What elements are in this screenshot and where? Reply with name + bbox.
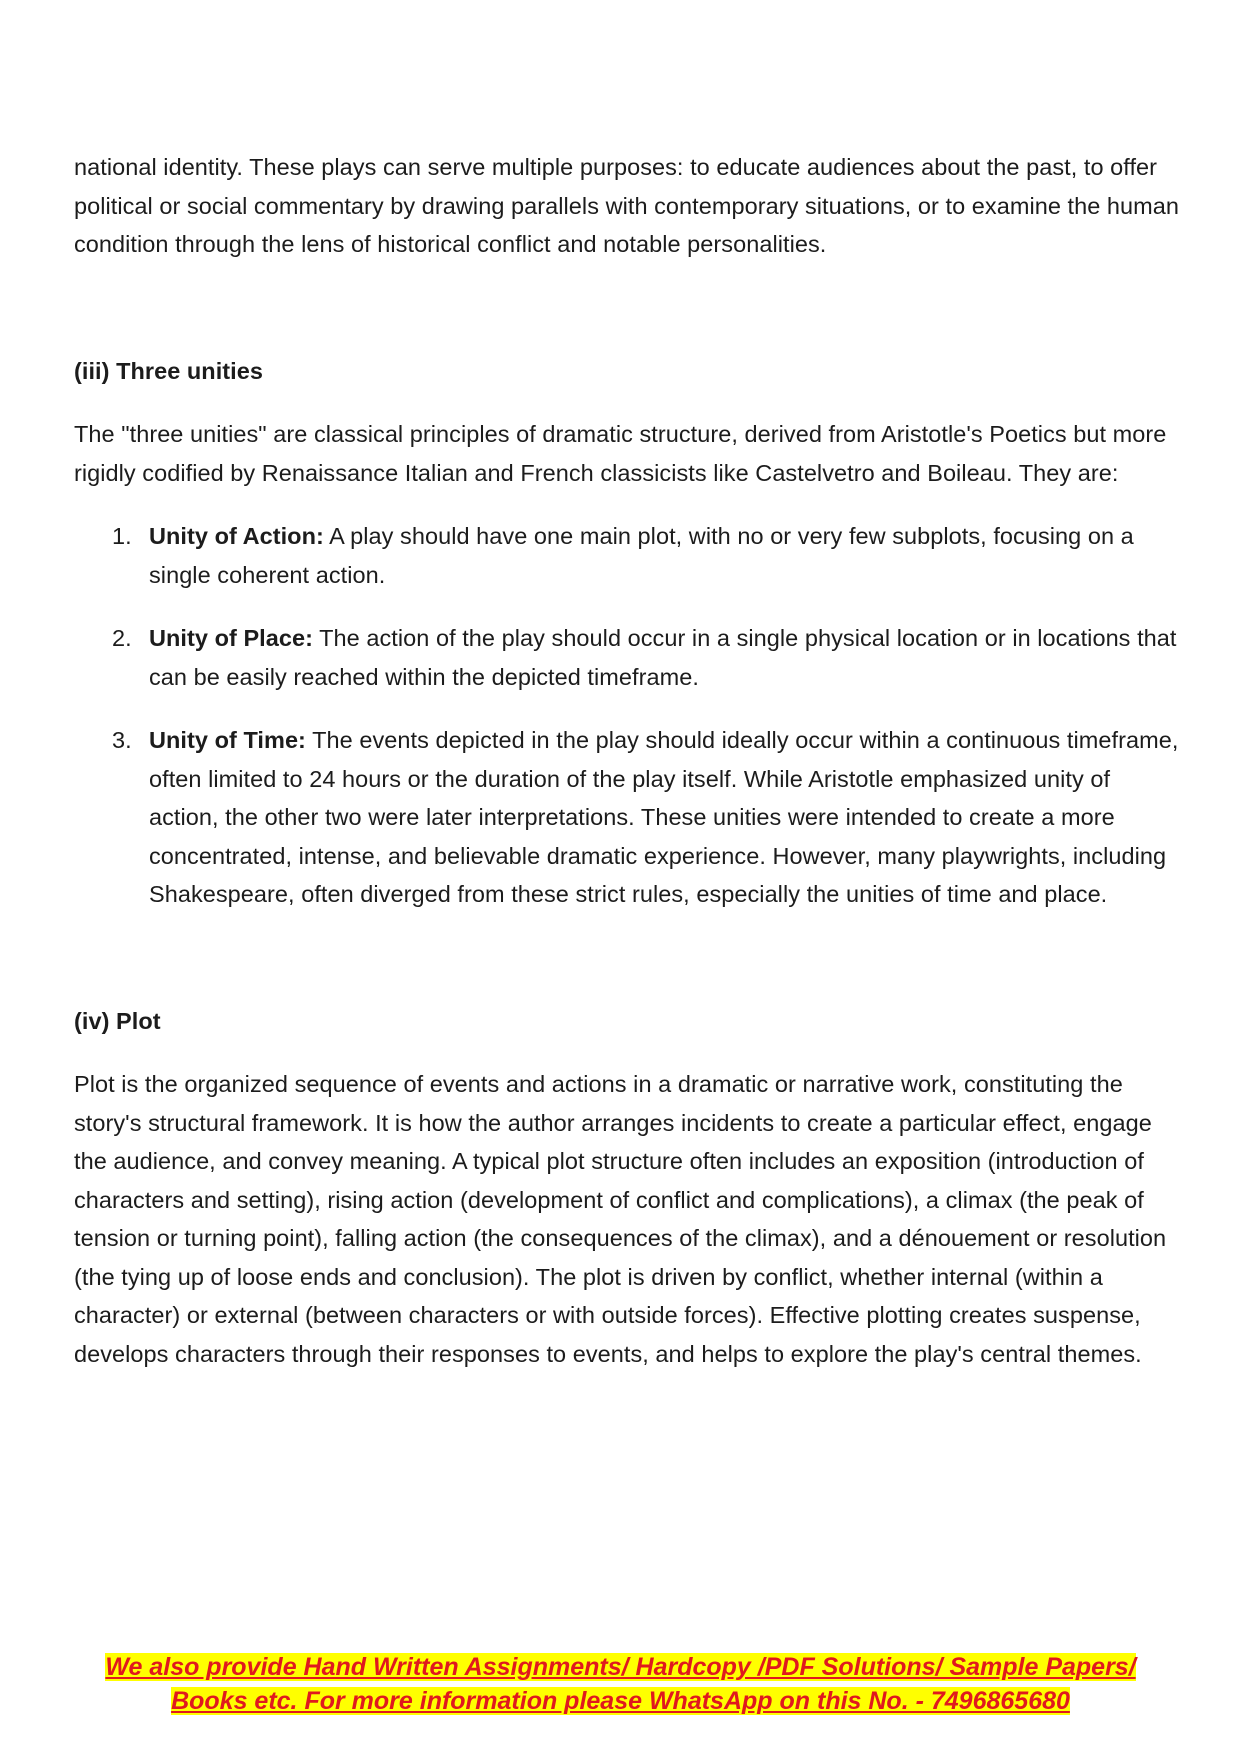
three-unities-paragraph: The "three unities" are classical principles of dramatic structure, derived from Aristotle's Poetics but more rigidly codified by Renaissance Italian and French classicists like Castelvetro and Boileau. They are: (74, 421, 1167, 486)
plot-paragraph: Plot is the organized sequence of events and actions in a dramatic or narrative work, constituting the story's structural framework. It is how the author arranges incidents to create a particular effect, engage the audience, and convey meaning. A typical plot structure often includes an exposition (introduction of characters and setting), rising action (development of conflict and complications), a climax (the peak of tension or turning point), falling action (the consequences of the climax), and a dénouement or resolution (the tying up of loose ends and conclusion). The plot is driven by conflict, whether internal (within a character) or external (between characters or with outside forces). Effective plotting creates suspense, develops characters through their responses to events, and helps to explore the play's central themes. (74, 1071, 1167, 1367)
list-text: The events depicted in the play should ideally occur within a continuous timeframe, often limited to 24 hours or the duration of the play itself. While Aristotle emphasized unity of action, the other two were later interpretations. These unities were intended to create a more concentrated, intense, and believable dramatic experience. However, many playwrights, including Shakespeare, often diverged from these strict rules, especially the unities of time and place. (149, 727, 1179, 907)
promo-line-2: Books etc. For more information please WhatsApp on this No. - 7496865680 (171, 1687, 1070, 1715)
section-heading-plot: (iv) Plot (74, 1007, 161, 1034)
list-term: Unity of Place: (149, 625, 313, 651)
list-text: A play should have one main plot, with no or very few subplots, focusing on a single coherent action. (149, 523, 1134, 588)
page-content (74, 148, 1184, 1373)
list-number: 3. (112, 727, 132, 753)
promo-banner (60, 1650, 1181, 1718)
list-text: The action of the play should occur in a single physical location or in locations that can be easily reached within the depicted timeframe. (149, 625, 1177, 690)
list-number: 1. (112, 523, 132, 549)
section-heading-three-unities: (iii) Three unities (74, 357, 263, 384)
list-item (74, 619, 1184, 696)
list-item (74, 517, 1184, 594)
list-term: Unity of Time: (149, 727, 306, 753)
unities-list (74, 517, 1184, 914)
list-term: Unity of Action: (149, 523, 324, 549)
list-number: 2. (112, 625, 132, 651)
intro-paragraph: national identity. These plays can serve multiple purposes: to educate audiences about the past, to offer political or social commentary by drawing parallels with contemporary situations, or to examine the human condition through the lens of historical conflict and notable personalities. (74, 154, 1180, 257)
promo-line-1: We also provide Hand Written Assignments/ Hardcopy /PDF Solutions/ Sample Papers/ (105, 1653, 1136, 1681)
list-item (74, 721, 1184, 914)
